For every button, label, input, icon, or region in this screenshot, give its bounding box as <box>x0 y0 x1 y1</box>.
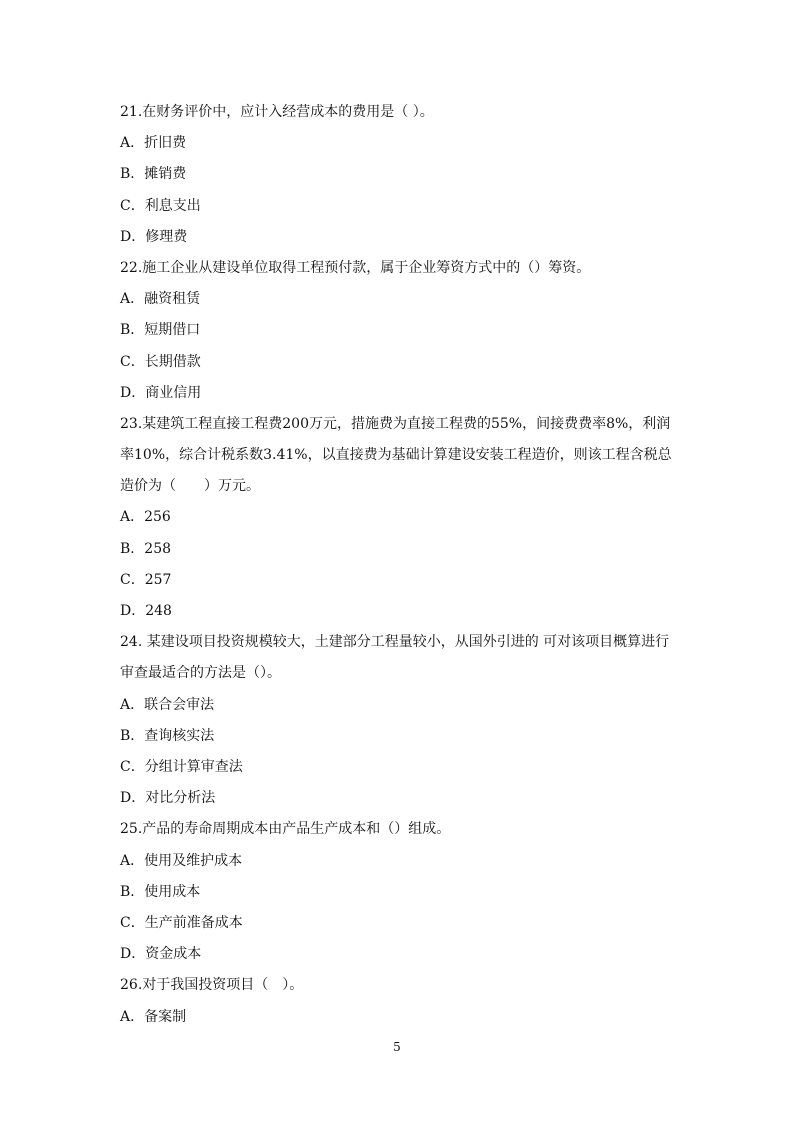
question-22 <box>120 253 680 409</box>
option-c: C．257 <box>120 571 172 588</box>
question-25 <box>120 814 680 970</box>
question-stem: 26.对于我国投资项目（ ）。 <box>120 977 304 994</box>
option-a: A．融资租赁 <box>120 291 201 308</box>
option-b: B．摊销费 <box>120 166 187 183</box>
option-b: B．查询核实法 <box>120 727 215 744</box>
option-a: A．联合会审法 <box>120 696 215 713</box>
option-d: D．资金成本 <box>120 946 202 963</box>
option-d: D．对比分析法 <box>120 790 216 807</box>
question-stem: 21.在财务评价中，应计入经营成本的费用是（ ）。 <box>120 104 434 120</box>
option-d: D．248 <box>120 603 172 620</box>
option-a: A．折旧费 <box>120 135 187 152</box>
option-d: D．修理费 <box>120 228 188 245</box>
option-d: D．商业信用 <box>120 384 202 401</box>
option-c: C．利息支出 <box>120 197 201 214</box>
document-body <box>120 97 680 1033</box>
option-a: A．256 <box>120 509 171 526</box>
question-21 <box>120 97 680 253</box>
question-26 <box>120 970 680 1032</box>
option-b: B．258 <box>120 540 172 557</box>
option-c: C．分组计算审查法 <box>120 759 243 776</box>
question-stem: 24. 某建设项目投资规模较大，土建部分工程量较小，从国外引进的 可对该项目概算进行审查最适合的方法是（）。 <box>120 634 670 682</box>
question-24 <box>120 627 680 814</box>
question-23 <box>120 409 680 627</box>
question-stem: 23.某建筑工程直接工程费200万元，措施费为直接工程费的55%，间接费费率8%，利润率10%，综合计税系数3.41%，以直接费为基础计算建设安装工程造价，则该工程含税总造价为（ ）万元。 <box>120 415 672 495</box>
page-number: 5 <box>393 1040 401 1054</box>
option-a: A．备案制 <box>120 1008 187 1025</box>
option-a: A．使用及维护成本 <box>120 852 243 869</box>
question-stem: 22.施工企业从建设单位取得工程预付款，属于企业筹资方式中的（）筹资。 <box>120 259 591 276</box>
option-b: B．使用成本 <box>120 883 201 900</box>
option-b: B．短期借口 <box>120 322 201 339</box>
option-c: C．长期借款 <box>120 353 201 370</box>
question-stem: 25.产品的寿命周期成本由产品生产成本和（）组成。 <box>120 821 451 838</box>
option-c: C．生产前准备成本 <box>120 914 243 931</box>
